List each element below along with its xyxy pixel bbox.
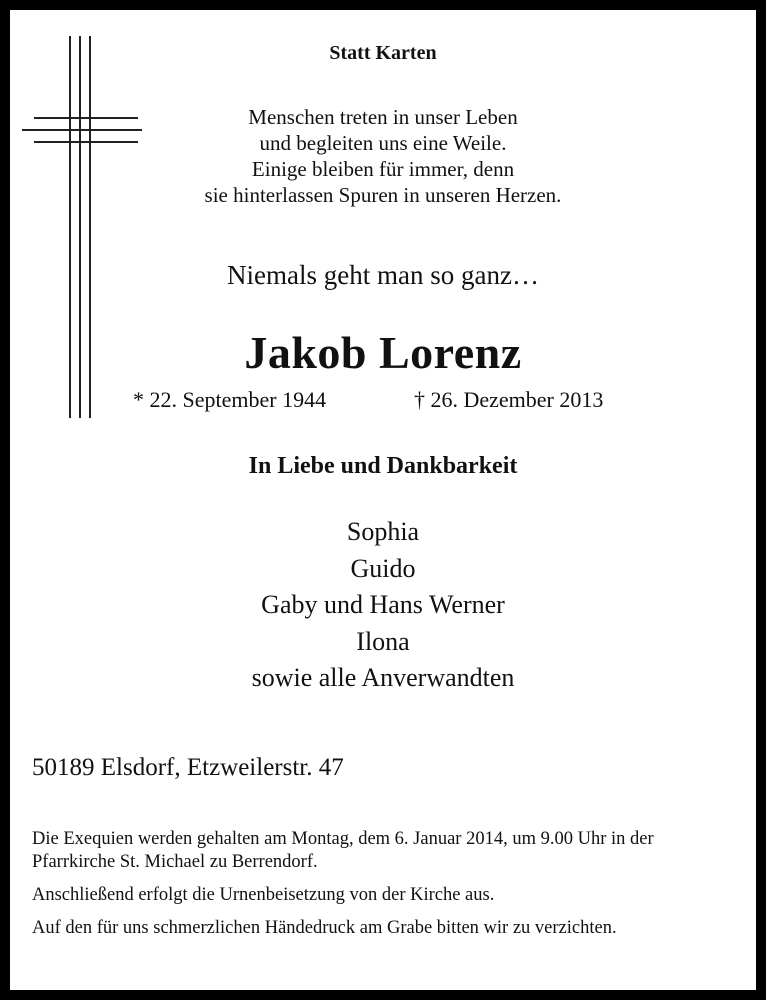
poem bbox=[10, 104, 756, 208]
address: 50189 Elsdorf, Etzweilerstr. 47 bbox=[32, 754, 344, 781]
poem-line: sie hinterlassen Spuren in unseren Herzen. bbox=[204, 183, 562, 207]
note-paragraph: Die Exequien werden gehalten am Montag, dem 6. Januar 2014, um 9.00 Uhr in der Pfarrkirche St. Michael zu Berrendorf. bbox=[32, 829, 654, 872]
family-member: sowie alle Anverwandten bbox=[251, 663, 515, 692]
dedication: In Liebe und Dankbarkeit bbox=[248, 453, 518, 479]
note-paragraph: Anschließend erfolgt die Urnenbeisetzung von der Kirche aus. bbox=[32, 885, 495, 905]
subtitle: Niemals geht man so ganz… bbox=[227, 260, 539, 290]
note-paragraph: Auf den für uns schmerzlichen Händedruck am Grabe bitten wir zu verzichten. bbox=[32, 918, 617, 938]
birth-date: * 22. September 1944 bbox=[133, 387, 327, 412]
deceased-name: Jakob Lorenz bbox=[244, 327, 522, 378]
family-member: Ilona bbox=[356, 626, 410, 656]
poem-line: Menschen treten in unser Leben bbox=[248, 105, 518, 129]
poem-line: und begleiten uns eine Weile. bbox=[259, 131, 507, 155]
header-text: Statt Karten bbox=[329, 42, 437, 64]
family-member: Sophia bbox=[346, 517, 420, 546]
poem-line: Einige bleiben für immer, denn bbox=[251, 157, 515, 181]
death-date: † 26. Dezember 2013 bbox=[414, 387, 604, 412]
family-member: Gaby und Hans Werner bbox=[261, 590, 505, 619]
notes bbox=[32, 828, 732, 950]
family-member: Guido bbox=[350, 553, 416, 583]
family-list bbox=[10, 514, 756, 697]
